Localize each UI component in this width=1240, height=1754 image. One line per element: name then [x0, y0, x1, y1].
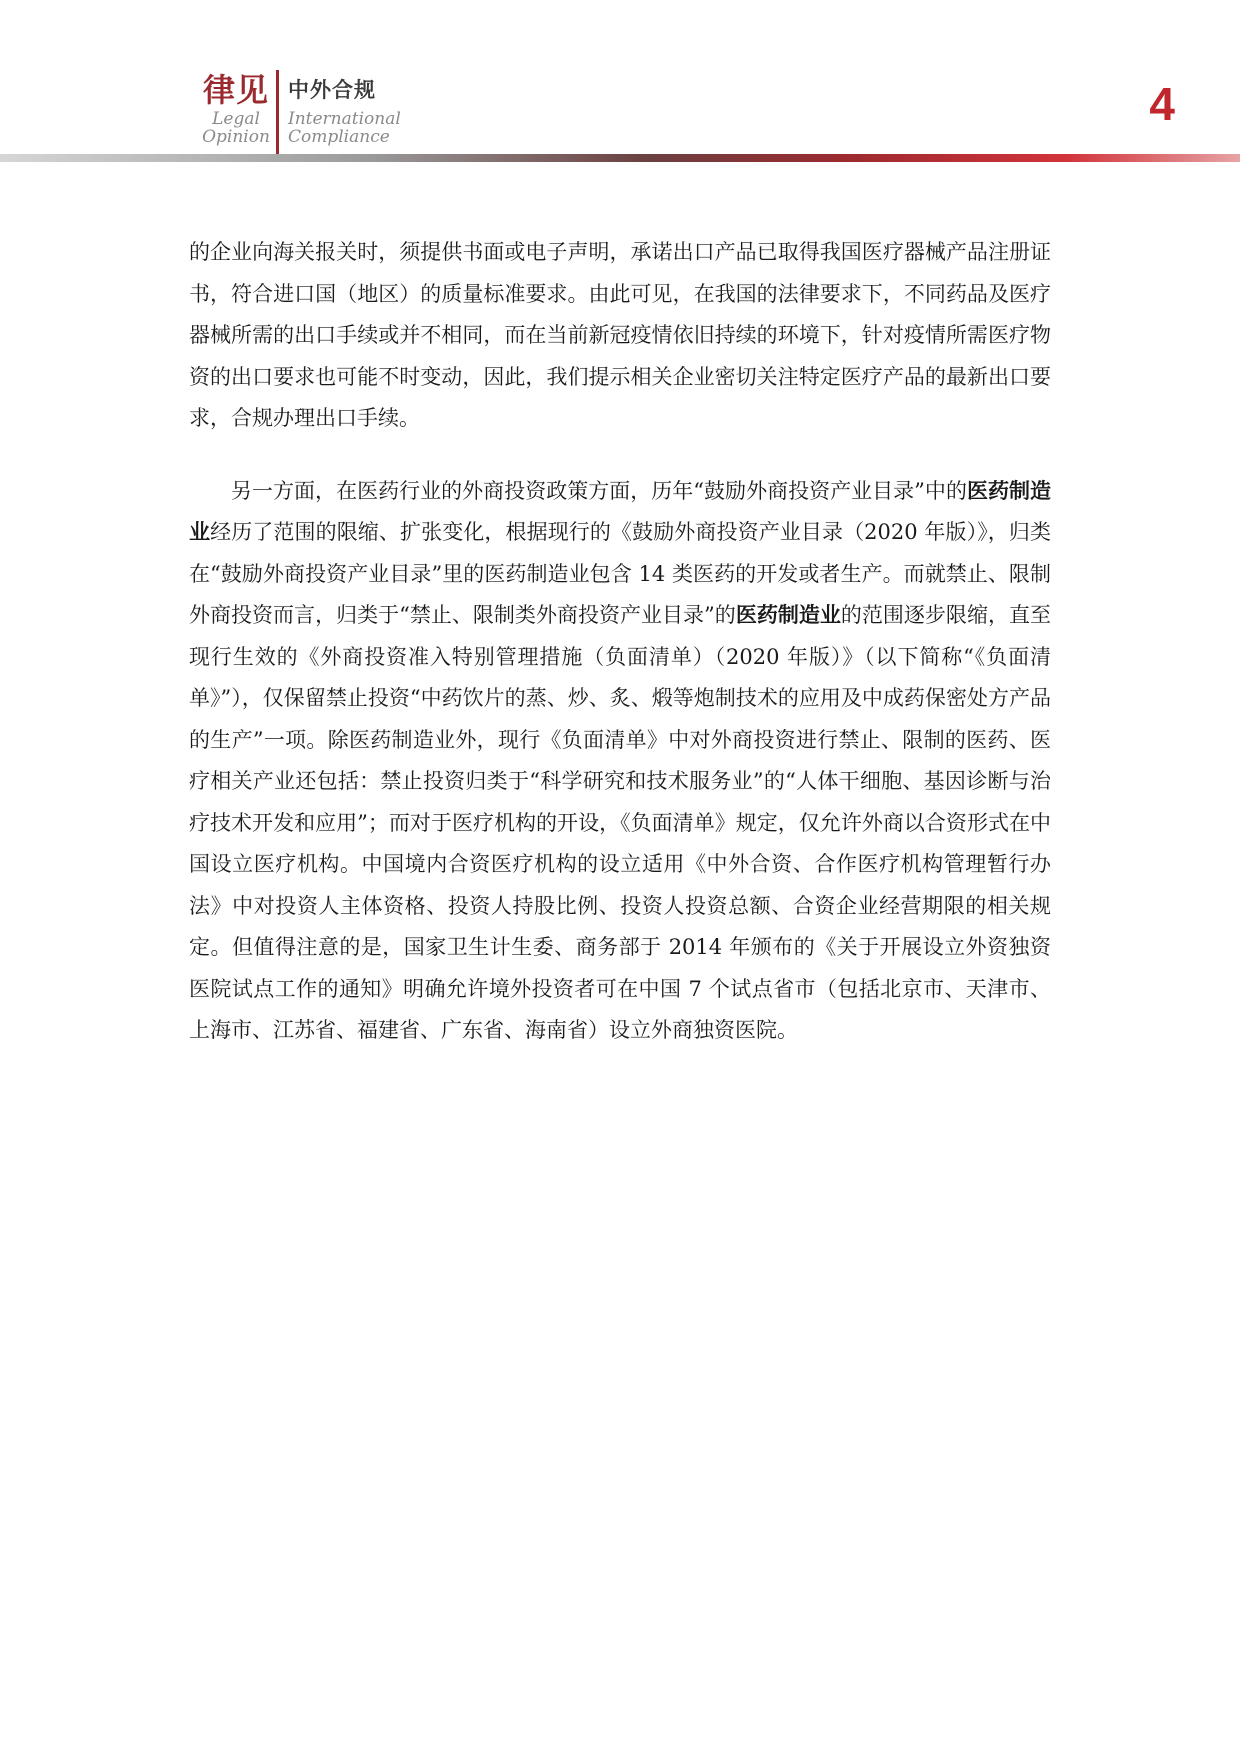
para2-text-a: 另一方面，在医药行业的外商投资政策方面，历年“鼓励外商投资产业目录”中的 — [231, 478, 967, 503]
body-paragraph-1: 的企业向海关报关时，须提供书面或电子声明，承诺出口产品已取得我国医疗器械产品注册证书，符合进口国（地区）的质量标准要求。由此可见，在我国的法律要求下，不同药品及医疗器械所需的出口手续或并不相同，而在当前新冠疫情依旧持续的环境下，针对疫情所需医疗物资的出口要求也可能不时变动，因此，我们提示相关企业密切关注特定医疗产品的最新出口要求，合规办理出口手续。 — [189, 240, 1051, 430]
document-body — [189, 232, 1051, 1052]
section-title-chinese: 中外合规 — [288, 78, 376, 102]
logo-english-line-2: Opinion — [202, 127, 270, 147]
page-number: 4 — [1149, 78, 1175, 130]
page-header — [0, 0, 1240, 170]
section-title-english-line-2: Compliance — [288, 127, 390, 147]
para2-emphasis-1: 医药制造业 — [189, 478, 1052, 544]
header-gradient-bar — [0, 154, 1240, 162]
section-title-english-line-1: International — [288, 109, 401, 129]
logo-english-line-1: Legal — [212, 109, 260, 129]
logo-right-block — [288, 70, 401, 147]
logo-divider — [276, 70, 279, 154]
logo-chinese-text: 律见 — [202, 71, 269, 109]
body-paragraph-2 — [189, 471, 1051, 1052]
para2-text-e: 的范围逐步限缩，直至现行生效的《外商投资准入特别管理措施（负面清单）（2020 年版）》（以下简称“《负面清单》”），仅保留禁止投资“中药饮片的蒸、炒、炙、煅等炮制技术的应用及中成药保密处方产品的生产”一项。除医药制造业外，现行《负面清单》中对外商投资进行禁止、限制的医药、医疗相关产业还包括：禁止投资归类于“科学研究和技术服务业”的“人体干细胞、基因诊断与治疗技术开发和应用”；而对于医疗机构的开设，《负面清单》规定，仅允许外商以合资形式在中国设立医疗机构。中国境内合资医疗机构的设立适用《中外合资、合作医疗机构管理暂行办法》中对投资人主体资格、投资人持股比例、投资人投资总额、合资企业经营期限的相关规定。但值得注意的是，国家卫生计生委、商务部于 2014 年颁布的《关于开展设立外资独资医院试点工作的通知》明确允许境外投资者可在中国 7 个试点省市（包括北京市、天津市、上海市、江苏省、福建省、广东省、海南省）设立外商独资医院。 — [189, 603, 1051, 1042]
para2-text-c: 经历了范围的限缩、扩张变化，根据现行的《鼓励外商投资产业目录（2020 年版）》，归类在“鼓励外商投资产业目录”里的医药制造业包含 14 类医药的开发或者生产。而就禁止、限制外商投资而言，归类于“禁止、限制类外商投资产业目录”的 — [189, 520, 1052, 627]
para2-emphasis-2: 医药制造业 — [735, 603, 841, 627]
logo-left-block — [202, 70, 270, 146]
